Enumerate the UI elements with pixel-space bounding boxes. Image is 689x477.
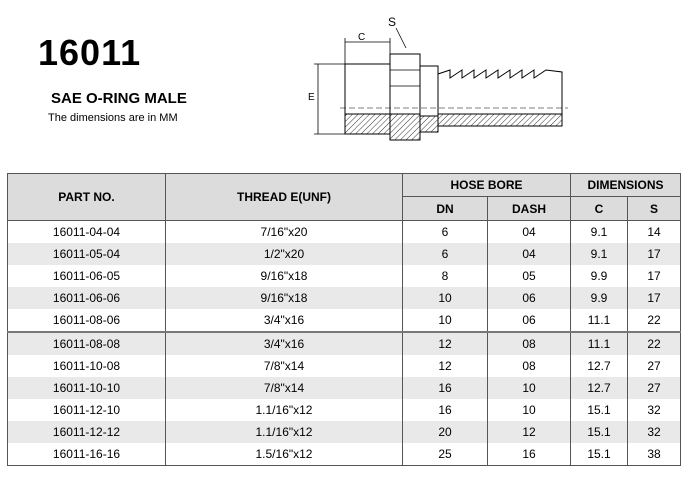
cell-dash: 08 [488,355,571,377]
units-note: The dimensions are in MM [48,112,178,124]
label-s: S [388,15,397,29]
cell-s: 17 [628,243,681,265]
table-row [8,265,681,287]
cell-dash: 05 [488,265,571,287]
cell-c: 9.1 [571,243,628,265]
header-dash: DASH [488,197,571,221]
cell-s: 27 [628,355,681,377]
cell-part: 16011-08-08 [8,332,166,355]
table-row [8,221,681,244]
cell-part: 16011-16-16 [8,443,166,466]
cell-dn: 16 [403,399,488,421]
header-dimensions: DIMENSIONS [571,174,681,197]
cell-dn: 12 [403,332,488,355]
cell-part: 16011-10-08 [8,355,166,377]
cell-dn: 6 [403,243,488,265]
cell-dash: 06 [488,287,571,309]
cell-dn: 6 [403,221,488,244]
cell-thread: 1.5/16"x12 [166,443,403,466]
header-hose-bore: HOSE BORE [403,174,571,197]
cell-part: 16011-12-10 [8,399,166,421]
cell-dash: 06 [488,309,571,332]
cell-c: 12.7 [571,355,628,377]
cell-thread: 7/8"x14 [166,355,403,377]
table-row [8,243,681,265]
table-row [8,443,681,466]
cell-dn: 25 [403,443,488,466]
header-s: S [628,197,681,221]
label-e: E [308,92,315,103]
cell-thread: 9/16"x18 [166,265,403,287]
cell-dn: 10 [403,287,488,309]
cell-dn: 12 [403,355,488,377]
table-row [8,287,681,309]
cell-dash: 10 [488,399,571,421]
cell-dash: 04 [488,221,571,244]
cell-s: 32 [628,399,681,421]
cell-s: 32 [628,421,681,443]
cell-s: 17 [628,265,681,287]
cell-c: 15.1 [571,399,628,421]
cell-thread: 3/4"x16 [166,309,403,332]
table-row [8,421,681,443]
cell-c: 15.1 [571,443,628,466]
cell-part: 16011-10-10 [8,377,166,399]
cell-part: 16011-06-06 [8,287,166,309]
cell-c: 15.1 [571,421,628,443]
cell-part: 16011-05-04 [8,243,166,265]
cell-dash: 10 [488,377,571,399]
cell-thread: 1/2"x20 [166,243,403,265]
cell-thread: 1.1/16"x12 [166,421,403,443]
header-part-no: PART NO. [8,174,166,221]
table-row [8,309,681,332]
cell-c: 11.1 [571,309,628,332]
cell-s: 27 [628,377,681,399]
cell-dn: 16 [403,377,488,399]
cell-s: 22 [628,309,681,332]
cell-thread: 1.1/16"x12 [166,399,403,421]
cell-dn: 10 [403,309,488,332]
cell-c: 9.1 [571,221,628,244]
header-c: C [571,197,628,221]
label-c: C [358,32,366,43]
cell-s: 17 [628,287,681,309]
cell-thread: 7/8"x14 [166,377,403,399]
cell-s: 22 [628,332,681,355]
part-series-title: 16011 [38,32,142,73]
cell-dn: 20 [403,421,488,443]
table-row [8,377,681,399]
cell-part: 16011-06-05 [8,265,166,287]
cell-thread: 9/16"x18 [166,287,403,309]
cell-dash: 12 [488,421,571,443]
header-thread: THREAD E(UNF) [166,174,403,221]
header-dn: DN [403,197,488,221]
cell-s: 14 [628,221,681,244]
cell-dash: 04 [488,243,571,265]
cell-thread: 3/4"x16 [166,332,403,355]
cell-thread: 7/16"x20 [166,221,403,244]
table-row [8,332,681,355]
table-row [8,399,681,421]
product-name: SAE O-RING MALE [51,90,187,107]
cell-c: 12.7 [571,377,628,399]
fitting-drawing [300,8,600,148]
cell-part: 16011-04-04 [8,221,166,244]
cell-dash: 16 [488,443,571,466]
cell-part: 16011-12-12 [8,421,166,443]
cell-c: 9.9 [571,265,628,287]
cell-s: 38 [628,443,681,466]
cell-dash: 08 [488,332,571,355]
cell-part: 16011-08-06 [8,309,166,332]
cell-dn: 8 [403,265,488,287]
cell-c: 11.1 [571,332,628,355]
specs-table [7,173,681,466]
cell-c: 9.9 [571,287,628,309]
table-row [8,355,681,377]
